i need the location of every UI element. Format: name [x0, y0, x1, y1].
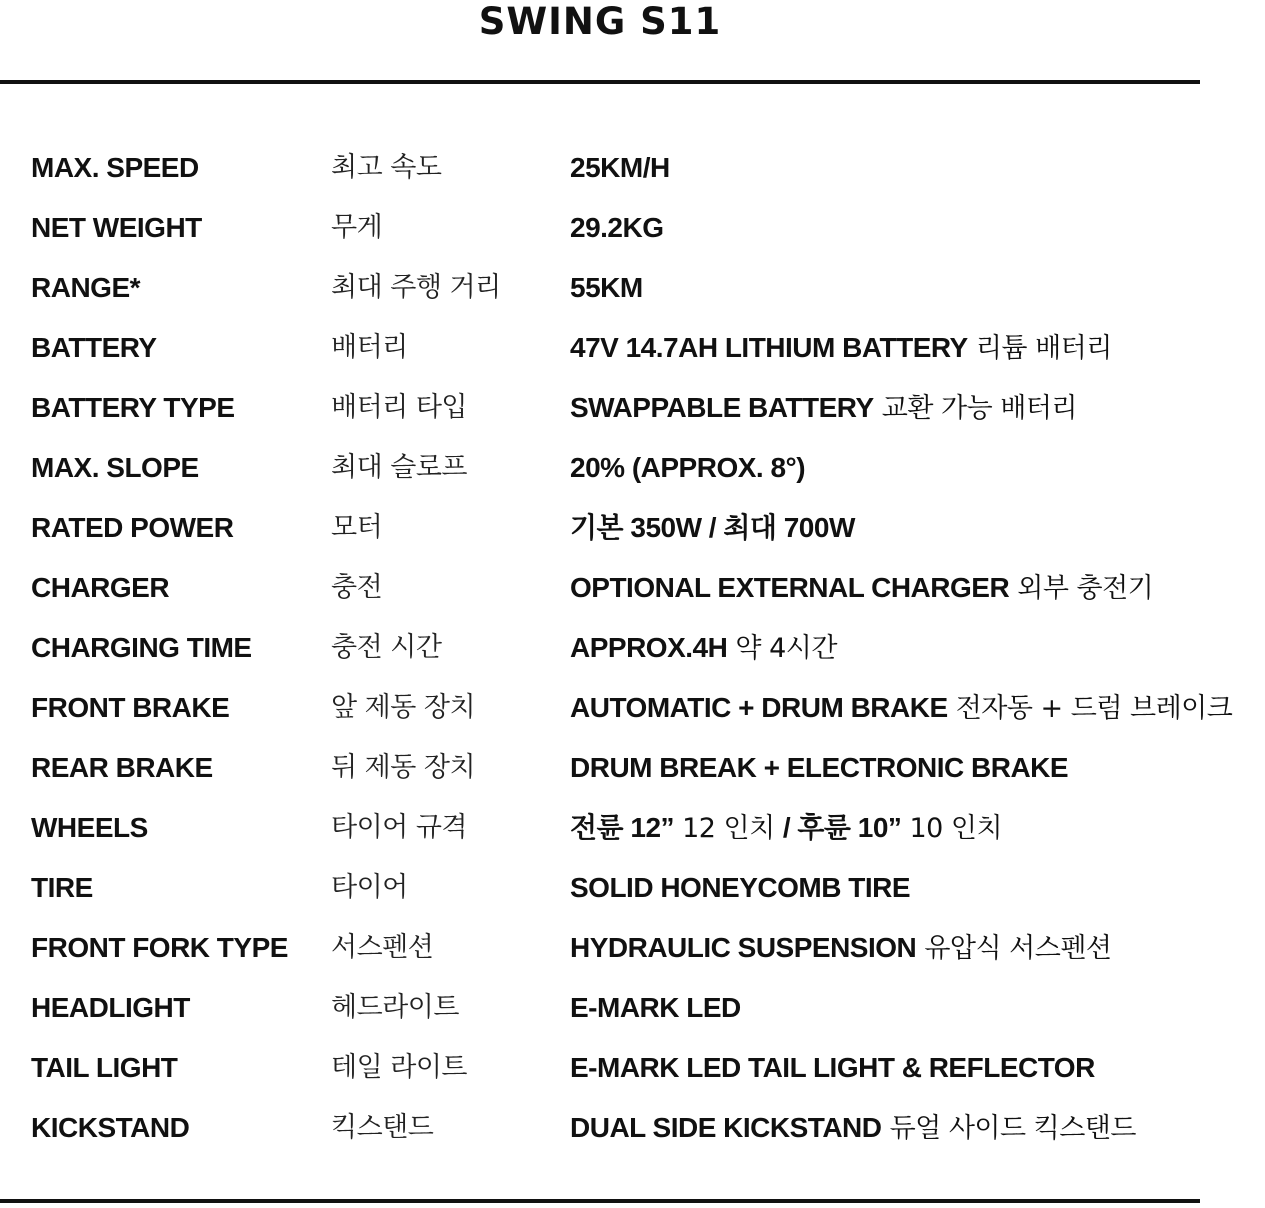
spec-value-primary: 20% (APPROX. 8°) — [570, 452, 806, 483]
spec-value — [570, 388, 1265, 428]
spec-value — [570, 508, 1265, 548]
spec-label-ko: 최대 주행 거리 — [331, 272, 501, 303]
spec-row — [0, 928, 1265, 968]
spec-label-ko: 킥스탠드 — [331, 1112, 434, 1143]
spec-value — [570, 688, 1265, 728]
spec-value-primary: / 후륜 10” — [782, 812, 902, 843]
spec-label-ko: 서스펜션 — [331, 932, 434, 963]
spec-value-korean: 전자동 + 드럼 브레이크 — [947, 693, 1233, 724]
spec-row — [0, 1108, 1265, 1148]
spec-row — [0, 148, 1265, 188]
spec-row — [0, 688, 1265, 728]
spec-label-en: TAIL LIGHT — [31, 1052, 178, 1083]
spec-label-ko: 헤드라이트 — [331, 992, 459, 1023]
spec-value-primary: APPROX.4H — [570, 632, 728, 663]
bottom-divider — [0, 1199, 1200, 1203]
spec-label-en: NET WEIGHT — [31, 212, 202, 243]
spec-value-korean: 유압식 서스펜션 — [916, 933, 1112, 964]
spec-value-korean: 듀얼 사이드 킥스탠드 — [881, 1113, 1136, 1144]
spec-label-ko: 배터리 타입 — [331, 392, 467, 423]
spec-value-korean: 12 인치 — [674, 813, 783, 844]
spec-label-ko: 앞 제동 장치 — [331, 692, 476, 723]
spec-label-en: RATED POWER — [31, 512, 234, 543]
spec-value-primary: AUTOMATIC + DRUM BRAKE — [570, 692, 948, 723]
spec-value-primary: 47V 14.7AH LITHIUM BATTERY — [570, 332, 968, 363]
spec-label-en: MAX. SLOPE — [31, 452, 199, 483]
spec-label-en: WHEELS — [31, 812, 148, 843]
spec-label-ko: 충전 — [331, 572, 383, 603]
spec-value-primary: 25KM/H — [570, 152, 670, 183]
spec-value-primary: SWAPPABLE BATTERY — [570, 392, 874, 423]
spec-label-en: HEADLIGHT — [31, 992, 190, 1023]
spec-row — [0, 208, 1265, 248]
spec-label-en: TIRE — [31, 872, 93, 903]
spec-label-en: RANGE* — [31, 272, 141, 303]
spec-label-ko: 타이어 — [331, 872, 408, 903]
spec-row — [0, 508, 1265, 548]
spec-value — [570, 1048, 1265, 1088]
spec-value — [570, 628, 1265, 668]
spec-value-primary: HYDRAULIC SUSPENSION — [570, 932, 917, 963]
spec-row — [0, 568, 1265, 608]
spec-value — [570, 748, 1265, 788]
spec-row — [0, 388, 1265, 428]
spec-row — [0, 808, 1265, 848]
spec-value-primary: E-MARK LED TAIL LIGHT & REFLECTOR — [570, 1052, 1095, 1083]
spec-label-ko: 테일 라이트 — [331, 1052, 467, 1083]
spec-row — [0, 988, 1265, 1028]
spec-value — [570, 928, 1265, 968]
spec-value-primary: E-MARK LED — [570, 992, 741, 1023]
spec-value-primary: DUAL SIDE KICKSTAND — [570, 1112, 882, 1143]
spec-value-korean: 10 인치 — [901, 813, 1003, 844]
spec-label-ko: 타이어 규격 — [331, 812, 467, 843]
spec-value-primary: 29.2KG — [570, 212, 664, 243]
spec-label-en: CHARGING TIME — [31, 632, 252, 663]
spec-value — [570, 868, 1265, 908]
spec-row — [0, 748, 1265, 788]
spec-label-en: BATTERY — [31, 332, 157, 363]
spec-label-en: CHARGER — [31, 572, 170, 603]
spec-value — [570, 988, 1265, 1028]
spec-label-ko: 충전 시간 — [331, 632, 442, 663]
spec-value-primary: 55KM — [570, 272, 643, 303]
spec-value-primary: SOLID HONEYCOMB TIRE — [570, 872, 911, 903]
spec-row — [0, 628, 1265, 668]
spec-value — [570, 328, 1265, 368]
spec-label-en: FRONT FORK TYPE — [31, 932, 288, 963]
spec-value-korean: 교환 가능 배터리 — [873, 393, 1077, 424]
spec-label-en: MAX. SPEED — [31, 152, 199, 183]
spec-value-primary: DRUM BREAK + ELECTRONIC BRAKE — [570, 752, 1069, 783]
spec-row — [0, 1048, 1265, 1088]
spec-row — [0, 328, 1265, 368]
spec-value — [570, 808, 1265, 848]
spec-value-primary: OPTIONAL EXTERNAL CHARGER — [570, 572, 1010, 603]
spec-label-en: BATTERY TYPE — [31, 392, 235, 423]
spec-value-korean: 외부 충전기 — [1009, 573, 1154, 604]
spec-label-ko: 최대 슬로프 — [331, 452, 467, 483]
spec-value-primary: 기본 350W / 최대 700W — [570, 512, 855, 543]
spec-value-korean: 리튬 배터리 — [967, 333, 1112, 364]
spec-value — [570, 208, 1265, 248]
spec-row — [0, 868, 1265, 908]
spec-row — [0, 268, 1265, 308]
spec-label-ko: 무게 — [331, 212, 383, 243]
spec-label-en: FRONT BRAKE — [31, 692, 230, 723]
spec-value — [570, 1108, 1265, 1148]
spec-value — [570, 448, 1265, 488]
spec-value-primary: 전륜 12” — [570, 812, 675, 843]
spec-label-ko: 뒤 제동 장치 — [331, 752, 476, 783]
spec-row — [0, 448, 1265, 488]
spec-label-en: REAR BRAKE — [31, 752, 213, 783]
spec-value — [570, 148, 1265, 188]
spec-value — [570, 568, 1265, 608]
spec-value-korean: 약 4시간 — [727, 633, 837, 664]
page-title: SWING S11 — [478, 0, 722, 43]
spec-label-en: KICKSTAND — [31, 1112, 190, 1143]
spec-value — [570, 268, 1265, 308]
spec-label-ko: 모터 — [331, 512, 383, 543]
spec-label-ko: 배터리 — [331, 332, 408, 363]
spec-label-ko: 최고 속도 — [331, 152, 442, 183]
